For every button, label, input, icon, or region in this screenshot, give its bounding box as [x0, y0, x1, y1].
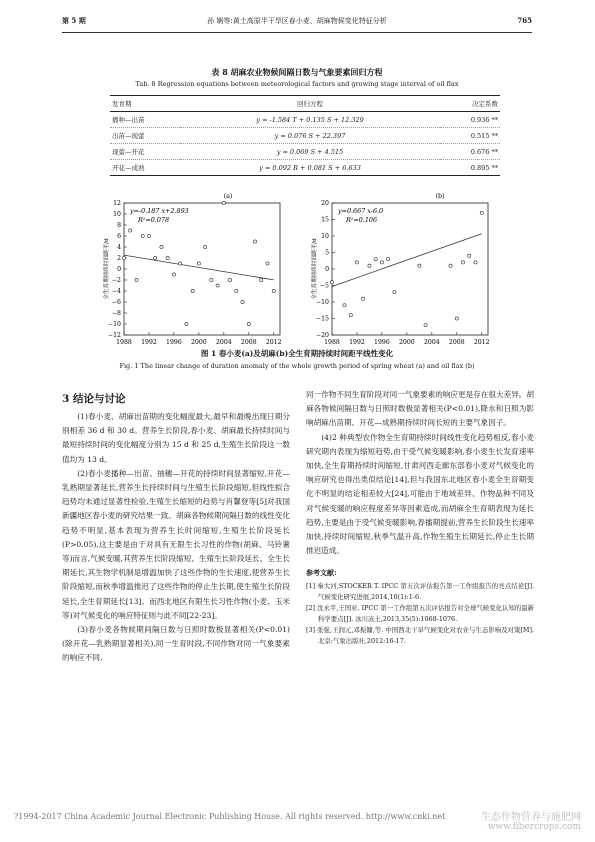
y-tick-label: −12 — [107, 332, 121, 340]
stage-cell: 出苗—现蕾 — [110, 128, 180, 144]
x-tick-label: 1988 — [116, 339, 132, 345]
figure-1 — [100, 185, 500, 345]
equation-cell: y = 0.076 S + 22.397 — [180, 128, 440, 144]
r-squared-label: R²=0.106 — [346, 216, 378, 224]
data-point — [253, 240, 256, 243]
r2-cell: 0.676 ** — [440, 144, 500, 160]
data-point — [468, 254, 471, 257]
r2-cell: 0.515 ** — [440, 128, 500, 144]
x-tick-label: 2004 — [215, 339, 232, 345]
r2-cell: 0.895 ** — [440, 160, 500, 176]
table-row — [110, 144, 500, 160]
x-tick-label: 1992 — [141, 339, 157, 345]
page-number: 765 — [517, 16, 532, 25]
right-column — [306, 388, 534, 647]
r2-cell: 0.936 ** — [440, 112, 500, 128]
data-point — [172, 273, 175, 276]
reference-item: [1] 秦大河,STOCKER T. IPCC 第五次评估报告第一工作组报告的亮点结论[J]. 气候变化研究进展,2014,10(1):1-6. — [306, 581, 534, 601]
data-point — [179, 262, 182, 265]
data-point — [122, 256, 125, 259]
running-title: 孙 娴等:黄土高原半干旱区春小麦、胡麻物候变化特征分析 — [207, 17, 387, 25]
data-point — [343, 304, 346, 307]
paragraph: 同一作物不同生育阶段对同一气象要素的响应更是存在很大差异。胡麻各物候间隔日数与日照时数极显著相关(P<0.01),降水和日照为影响胡麻出苗期、开花—成熟期持续时间长短的主要气象因子。 — [306, 390, 534, 428]
data-point — [330, 281, 333, 284]
data-point — [228, 278, 231, 281]
data-point — [480, 211, 483, 214]
data-point — [191, 289, 194, 292]
table-row — [110, 112, 500, 128]
panel-label: (a) — [223, 192, 233, 200]
data-point — [154, 256, 157, 259]
data-point — [355, 261, 358, 264]
x-tick-label: 2012 — [473, 339, 490, 345]
data-point — [368, 264, 371, 267]
data-point — [235, 289, 238, 292]
data-point — [247, 322, 250, 325]
y-tick-label: 12 — [113, 200, 121, 208]
data-point — [129, 229, 132, 232]
x-tick-label: 1996 — [374, 339, 390, 345]
reference-item: [3] 张强,王润元,邓振镛,等. 中国西北干旱气候变化对农业与生态影响及对策[M]. 北京:气象出版社,2012:16-17. — [306, 625, 534, 645]
regression-equation: y=-0.187 x+2.893 — [130, 207, 189, 215]
watermark-url: www.fibercrops.com — [487, 822, 581, 832]
data-point — [474, 261, 477, 264]
y-axis-label: 全生育期持续时间距平/d — [312, 238, 318, 300]
equation-cell: y = -1.584 T + 0.135 S + 12.329 — [180, 112, 440, 128]
equation-cell: y = 0.092 R + 0.081 S + 6.633 — [180, 160, 440, 176]
data-point — [210, 278, 213, 281]
data-point — [418, 264, 421, 267]
data-point — [160, 245, 163, 248]
col-header-equation: 回归方程 — [180, 96, 440, 112]
data-point — [197, 262, 200, 265]
data-point — [380, 261, 383, 264]
y-tick-label: −8 — [111, 310, 121, 318]
r-squared-label: R²=0.078 — [138, 216, 170, 224]
table-row — [110, 128, 500, 144]
y-tick-label: 0 — [325, 266, 329, 274]
y-tick-label: −4 — [111, 288, 121, 296]
y-tick-label: 6 — [117, 233, 121, 241]
x-tick-label: 1996 — [166, 339, 182, 345]
data-point — [166, 256, 169, 259]
y-tick-label: 10 — [113, 211, 121, 219]
regression-table — [110, 95, 500, 176]
data-point — [141, 234, 144, 237]
data-point — [349, 314, 352, 317]
data-point — [241, 300, 244, 303]
data-point — [362, 297, 365, 300]
panel-label: (b) — [435, 192, 445, 200]
regression-equation: y=0.667 x-6.0 — [338, 207, 384, 215]
col-header-r2: 决定系数 — [440, 96, 500, 112]
y-tick-label: 20 — [321, 200, 329, 208]
references-heading: 参考文献: — [306, 568, 337, 578]
table-header-row — [110, 96, 500, 112]
paragraph: (4)2 种典型农作物全生育期持续时间线性变化趋势相反,春小麦研究期内表现为缩短趋势,由于受气候变暖影响,春小麦生长发育速率加快,全生育期持续时间缩短,甘肃河西走廊东部春小麦对气候变化的响应研究也得出类似结论[14],但与我国东北地区春小麦全生育期变化不明显的结论相差较大[24],可能由于地域差异、作物品种不同及对气候变暖的响应程度差异等因素造成,而胡麻全生育期表现为延长趋势,主要是由于受气候变暖影响,春播期提前,营养生长阶段生长速率加快,持续时间缩短,秋季气温升高,作物生殖生长期延长,停止生长期推迟造成。 — [306, 432, 534, 556]
header-rule — [62, 32, 532, 33]
data-point — [272, 289, 275, 292]
x-tick-label: 1988 — [324, 339, 340, 345]
data-point — [449, 264, 452, 267]
data-point — [135, 278, 138, 281]
data-point — [185, 322, 188, 325]
y-tick-label: 5 — [325, 249, 329, 257]
x-tick-label: 2000 — [399, 339, 415, 345]
issue-number: 第 5 期 — [62, 16, 86, 25]
paragraph: (2)春小麦播种—出苗、抽穗—开花的持续时间显著缩短,开花—乳熟期显著延长,营养生长持续时间与生殖生长阶段缩短,但线性拟合趋势均未通过显著性检验,生殖生长缩短的趋势与肖馨登等[5]对我国新疆地区春小麦的研究结果一致。胡麻各物候期间隔日数的线性变化趋势不明显,基本表现为营养生长时间缩短,生殖生长阶段延长(P>0.05),这主要是由于对具有无限生长习性的作物(胡麻、马铃薯等)而言,气候变暖,其营养生长阶段缩短、生殖生长阶段延长、全生长期延长,其生物学机制是增温加快了这些作物的生长速度,使营养生长阶段缩短,而秋季增温推迟了这些作物的停止生长期,使生殖生长阶段延长,全生育期延长[13]。而西北地区有限生长习性作物(小麦、玉米等)对气候变化的响应特征则与此不同[22-23]。 — [62, 468, 291, 620]
stage-cell: 开花—成熟 — [110, 160, 180, 176]
y-axis-label: 全生育期持续时间距平/d — [104, 238, 110, 300]
copyright-footer: ?1994-2017 China Academic Journal Electronic Publishing House. All rights reserved. http://www.cnki.net — [14, 812, 446, 821]
figure-caption-en: Fig. 1 The linear change of duration anomaly of the whole growth period of spring wheat (a) and oil flax (b) — [119, 362, 475, 370]
x-tick-label: 2008 — [240, 339, 257, 345]
y-tick-label: −10 — [315, 299, 329, 307]
table-caption-en: Tab. 8 Regression equations between meteorological factors and growing stage interval of oil flax — [135, 80, 459, 88]
paragraph: (1)春小麦、胡麻出苗期的变化幅度最大,最早和最晚出现日期分别相差 36 d 和 30 d。营养生长阶段,春小麦、胡麻最长持续时间与最短持续时间的变化幅度分别为 15 d 和 25 d,生殖生长阶段这一数值均为 13 d。 — [62, 412, 290, 464]
data-point — [387, 258, 390, 261]
left-column — [62, 410, 290, 666]
data-point — [204, 245, 207, 248]
x-tick-label: 2008 — [448, 339, 465, 345]
y-tick-label: −5 — [319, 282, 329, 290]
y-tick-label: −10 — [107, 321, 121, 329]
x-tick-label: 2000 — [191, 339, 207, 345]
data-point — [266, 262, 269, 265]
paragraph: (3)春小麦各物候期间隔日数与日照时数极显著相关(P<0.01)(除开花—乳熟期显著相关),同一生育时段,不同作物对同一气象要素的响应不同, — [62, 625, 290, 663]
data-point — [424, 324, 427, 327]
y-tick-label: 8 — [117, 222, 121, 230]
x-tick-label: 2004 — [423, 339, 440, 345]
x-tick-label: 1992 — [349, 339, 365, 345]
y-tick-label: 4 — [117, 244, 121, 252]
y-tick-label: 10 — [321, 233, 329, 241]
y-tick-label: −6 — [111, 299, 121, 307]
trend-line — [124, 255, 274, 280]
data-point — [461, 261, 464, 264]
running-header — [62, 16, 532, 30]
data-point — [222, 201, 225, 204]
equation-cell: y = 0.069 S + 4.515 — [180, 144, 440, 160]
y-tick-label: 15 — [321, 216, 329, 224]
col-header-stage: 发育期 — [110, 96, 180, 112]
y-tick-label: 2 — [117, 255, 121, 263]
table-row — [110, 160, 500, 176]
stage-cell: 播种—出苗 — [110, 112, 180, 128]
data-point — [455, 317, 458, 320]
data-point — [260, 278, 263, 281]
trend-line — [332, 234, 482, 287]
watermark-text: 生态作物营养与施肥网 — [481, 812, 581, 823]
data-point — [374, 258, 377, 261]
section-title: 3 结论与讨论 — [62, 393, 126, 405]
stage-cell: 现蕾—开花 — [110, 144, 180, 160]
reference-item: [2] 沈永平,王国亚. IPCC 第一工作组第五次评估报告对全球气候变化认知的最新科学要点[J]. 冰川冻土,2013,35(5):1068-1076. — [306, 603, 534, 623]
data-point — [216, 284, 219, 287]
figure-caption-cn: 图 1 春小麦(a)及胡麻(b)全生育期持续时间距平线性变化 — [200, 349, 394, 358]
data-point — [147, 234, 150, 237]
data-point — [393, 291, 396, 294]
y-tick-label: −15 — [315, 315, 329, 323]
y-tick-label: 0 — [117, 266, 121, 274]
y-tick-label: −2 — [111, 277, 121, 285]
table-caption-cn: 表 8 胡麻农业物候间隔日数与气象要素回归方程 — [211, 67, 383, 77]
x-tick-label: 2012 — [265, 339, 282, 345]
y-tick-label: −20 — [315, 332, 329, 340]
